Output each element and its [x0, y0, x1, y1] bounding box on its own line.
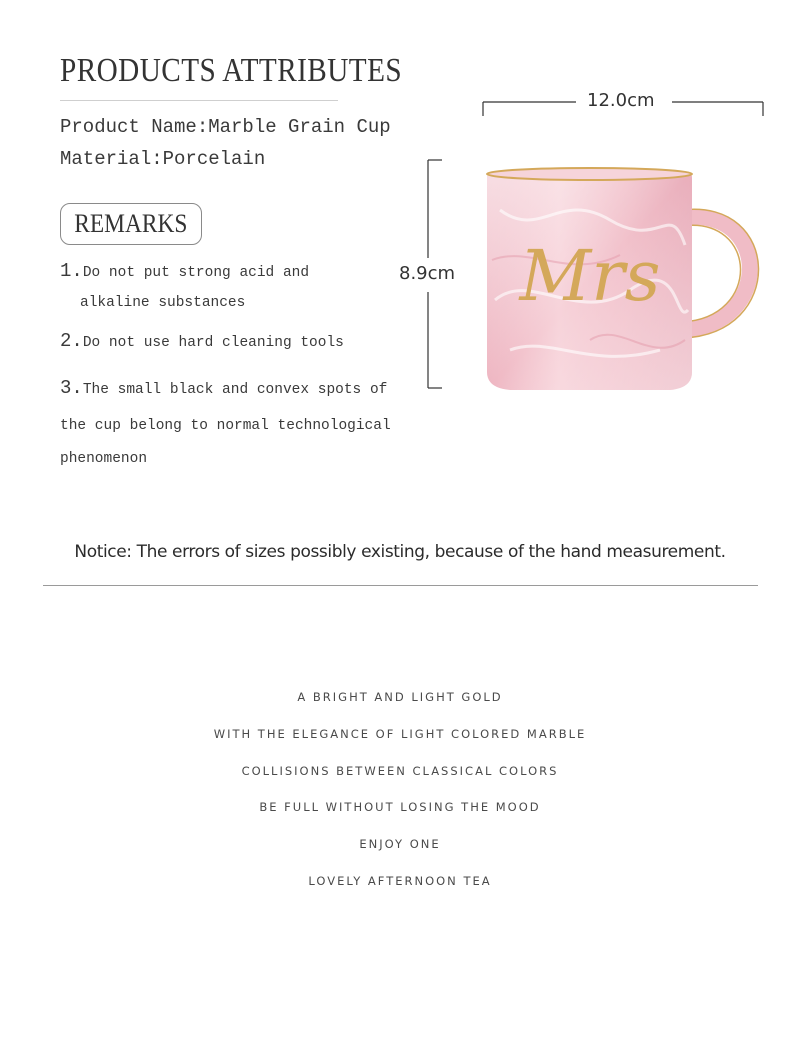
section-divider — [43, 585, 758, 586]
remark-item-1-continuation: alkaline substances — [80, 295, 246, 311]
remarks-heading: REMARKS — [74, 209, 188, 238]
measurement-notice: Notice: The errors of sizes possibly existing, because of the hand measurement. — [74, 542, 726, 562]
remark-item-3-continuation: phenomenon — [60, 451, 148, 467]
section-title: PRODUCTS ATTRIBUTES — [60, 52, 403, 89]
product-name-attribute: Product Name:Marble Grain Cup — [60, 116, 391, 138]
remark-number: 2. — [60, 330, 83, 352]
poem-line: ENJOY ONE — [359, 837, 441, 851]
remark-text: Do not put strong acid and — [82, 265, 310, 281]
remark-number: 3. — [60, 377, 83, 399]
poem-line: BE FULL WITHOUT LOSING THE MOOD — [259, 800, 541, 814]
remark-text: The small black and convex spots of — [82, 382, 388, 398]
mug-lettering: Mrs — [519, 235, 661, 317]
height-dimension-label: 8.9cm — [399, 263, 456, 284]
remark-item-3-continuation: the cup belong to normal technological — [60, 418, 391, 434]
poem-line: A BRIGHT AND LIGHT GOLD — [297, 690, 503, 704]
poem-line: COLLISIONS BETWEEN CLASSICAL COLORS — [241, 764, 559, 778]
mug-image — [470, 150, 780, 410]
remark-text: Do not use hard cleaning tools — [82, 335, 344, 351]
poem-line: WITH THE ELEGANCE OF LIGHT COLORED MARBLE — [213, 727, 587, 741]
remark-number: 1. — [60, 260, 83, 282]
material-attribute: Material:Porcelain — [60, 148, 266, 170]
poem-line: LOVELY AFTERNOON TEA — [308, 874, 492, 888]
width-dimension-label: 12.0cm — [587, 90, 655, 111]
